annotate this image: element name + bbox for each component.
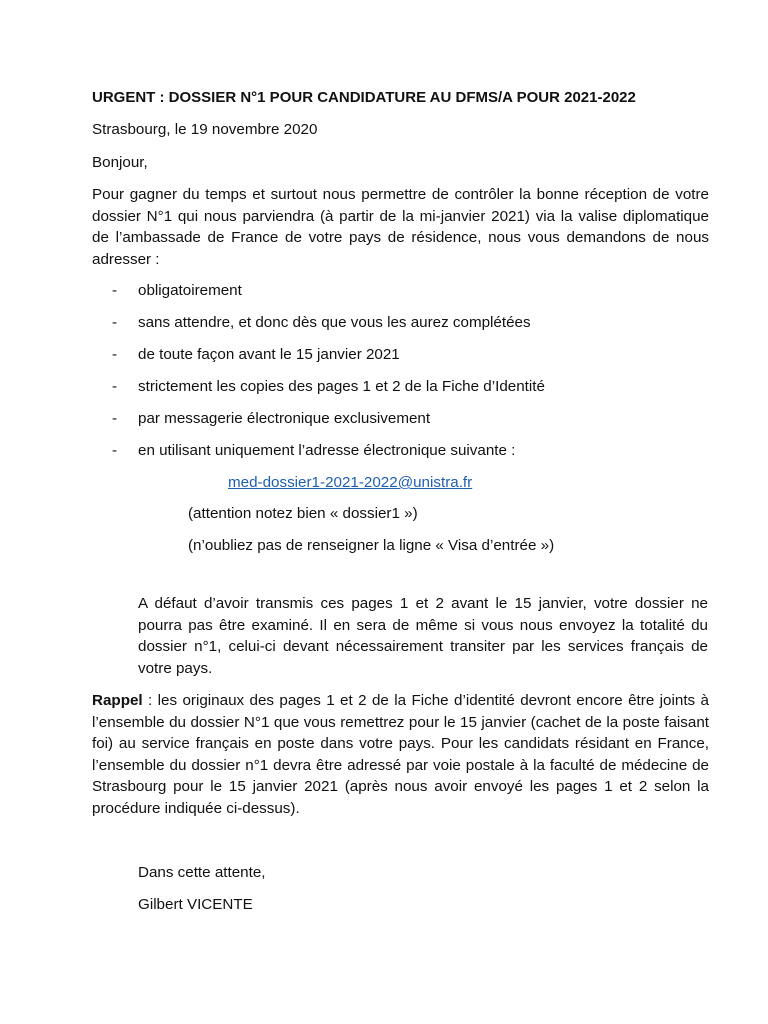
closing-line: Dans cette attente, bbox=[138, 864, 266, 881]
list-item bbox=[112, 312, 672, 344]
list-item bbox=[112, 440, 672, 472]
list-item-text: obligatoirement bbox=[138, 282, 242, 299]
bullet-dash: - bbox=[112, 314, 118, 331]
signature: Gilbert VICENTE bbox=[138, 896, 253, 913]
list-item bbox=[112, 376, 672, 408]
list-item-text: sans attendre, et donc dès que vous les aurez complétées bbox=[138, 314, 531, 331]
instructions-list bbox=[112, 280, 672, 472]
email-link[interactable]: med-dossier1-2021-2022@unistra.fr bbox=[228, 474, 473, 491]
list-item-text: par messagerie électronique exclusivement bbox=[138, 410, 431, 427]
rappel-text: : les originaux des pages 1 et 2 de la Fiche d’identité devront encore être joints à l’ensemble du dossier N°1 que vous remettrez pour le 15 janvier (cachet de la poste faisant foi) au service français en poste dans votre pays. Pour les candidats résidant en France, l’ensemble du dossier n°1 devra être adressé par voie postale à la faculté de médecine de Strasbourg pour le 15 janvier 2021 (après nous avoir envoyé les pages 1 et 2 selon la procédure indiquée ci-dessus). bbox=[92, 692, 709, 817]
warning-paragraph: A défaut d’avoir transmis ces pages 1 et 2 avant le 15 janvier, votre dossier ne pourra pas être examiné. Il en sera de même si vous nous envoyez la totalité du dossier n°1, celui-ci devant nécessairement transiter par les services français de votre pays. bbox=[138, 595, 708, 677]
greeting: Bonjour, bbox=[92, 154, 148, 171]
note-visa: (n’oubliez pas de renseigner la ligne « Visa d’entrée ») bbox=[188, 537, 555, 554]
list-item bbox=[112, 280, 672, 312]
list-item-text: strictement les copies des pages 1 et 2 de la Fiche d’Identité bbox=[138, 378, 545, 395]
letter-title: URGENT : DOSSIER N°1 POUR CANDIDATURE AU DFMS/A POUR 2021-2022 bbox=[92, 89, 636, 106]
bullet-dash: - bbox=[112, 346, 118, 363]
bullet-dash: - bbox=[112, 378, 118, 395]
note-dossier1: (attention notez bien « dossier1 ») bbox=[188, 505, 418, 522]
place-date: Strasbourg, le 19 novembre 2020 bbox=[92, 121, 318, 138]
bullet-dash: - bbox=[112, 410, 118, 427]
bullet-dash: - bbox=[112, 442, 118, 459]
list-item-text: de toute façon avant le 15 janvier 2021 bbox=[138, 346, 400, 363]
list-item bbox=[112, 408, 672, 440]
list-item bbox=[112, 344, 672, 376]
list-item-text: en utilisant uniquement l’adresse électronique suivante : bbox=[138, 442, 516, 459]
rappel-label: Rappel bbox=[92, 692, 143, 709]
rappel-paragraph bbox=[92, 690, 709, 819]
bullet-dash: - bbox=[112, 282, 118, 299]
intro-paragraph: Pour gagner du temps et surtout nous permettre de contrôler la bonne réception de votre dossier N°1 qui nous parviendra (à partir de la mi-janvier 2021) via la valise diplomatique de l’ambassade de France de votre pays de résidence, nous vous demandons de nous adresser : bbox=[92, 186, 709, 268]
